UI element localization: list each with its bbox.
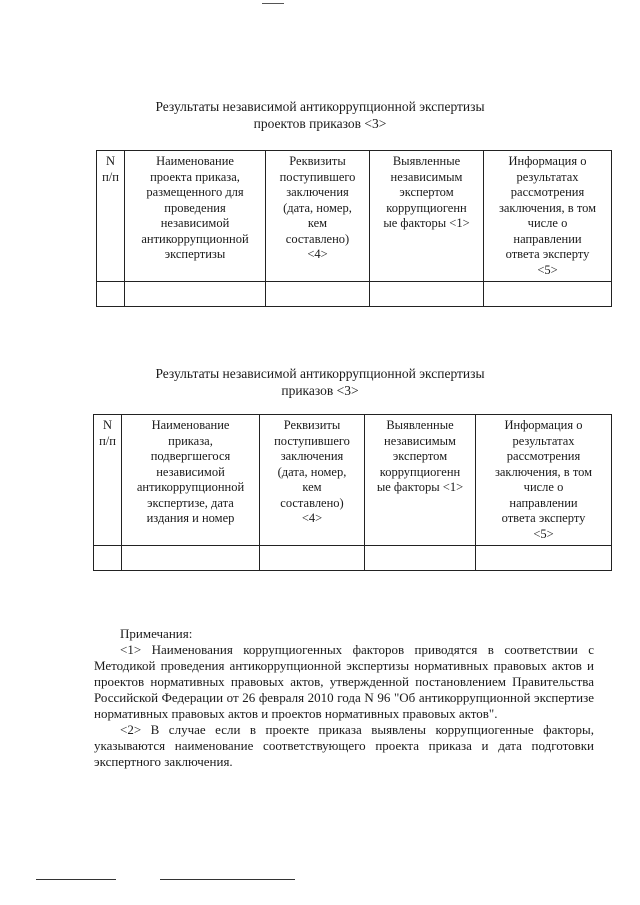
table2-title-line2: приказов <3> <box>281 383 359 398</box>
note-2: <2> В случае если в проекте приказа выявлены коррупциогенные факторы, указываются наименование соответствующего проекта приказа и дата подготовки экспертного заключения. <box>94 722 594 769</box>
table2-header-info: Информация о результатах рассмотрения заключения, в том числе о направлении ответа эксперту <5> <box>476 415 612 546</box>
bottom-rule-left <box>36 879 116 880</box>
table2-empty-row <box>94 546 612 571</box>
table1-header-factors: Выявленные независимым экспертом коррупциогенн ые факторы <1> <box>370 151 484 282</box>
table2-header-name: Наименование приказа, подвергшегося независимой антикоррупционной экспертизе, дата издания и номер <box>122 415 260 546</box>
table2-header-details: Реквизиты поступившего заключения (дата, номер, кем составлено) <4> <box>260 415 365 546</box>
table2-cell[interactable] <box>260 546 365 571</box>
table1-cell[interactable] <box>125 282 266 307</box>
notes-heading: Примечания: <box>120 626 193 641</box>
table1-cell[interactable] <box>484 282 612 307</box>
table1-cell[interactable] <box>97 282 125 307</box>
table1-header-info: Информация о результатах рассмотрения заключения, в том числе о направлении ответа эксперту <5> <box>484 151 612 282</box>
table2-cell[interactable] <box>365 546 476 571</box>
table1-header-details: Реквизиты поступившего заключения (дата, номер, кем составлено) <4> <box>266 151 370 282</box>
table1-title-line2: проектов приказов <3> <box>253 116 387 131</box>
table1-title <box>0 98 640 132</box>
table1-title-line1: Результаты независимой антикоррупционной экспертизы <box>155 99 485 114</box>
page-top-mark <box>262 3 284 4</box>
table2-cell[interactable] <box>94 546 122 571</box>
table1-cell[interactable] <box>370 282 484 307</box>
table2-header-factors: Выявленные независимым экспертом коррупциогенн ые факторы <1> <box>365 415 476 546</box>
table1 <box>96 150 612 307</box>
table1-header-row <box>97 151 612 282</box>
table2 <box>93 414 612 571</box>
table1-header-number: N п/п <box>97 151 125 282</box>
notes-section <box>94 626 594 770</box>
table2-title <box>0 365 640 399</box>
table2-cell[interactable] <box>476 546 612 571</box>
bottom-rule-right <box>160 879 295 880</box>
table1-cell[interactable] <box>266 282 370 307</box>
table2-header-row <box>94 415 612 546</box>
table1-empty-row <box>97 282 612 307</box>
table1-header-name: Наименование проекта приказа, размещенного для проведения независимой антикоррупционной экспертизы <box>125 151 266 282</box>
note-1: <1> Наименования коррупциогенных факторов приводятся в соответствии с Методикой проведения антикоррупционной экспертизы нормативных правовых актов и проектов нормативных правовых актов, утвержденной постановлением Правительства Российской Федерации от 26 февраля 2010 года N 96 "Об антикоррупционной экспертизе нормативных правовых актов и проектов нормативных правовых актов". <box>94 642 594 721</box>
table2-header-number: N п/п <box>94 415 122 546</box>
table2-title-line1: Результаты независимой антикоррупционной экспертизы <box>155 366 485 381</box>
table2-cell[interactable] <box>122 546 260 571</box>
